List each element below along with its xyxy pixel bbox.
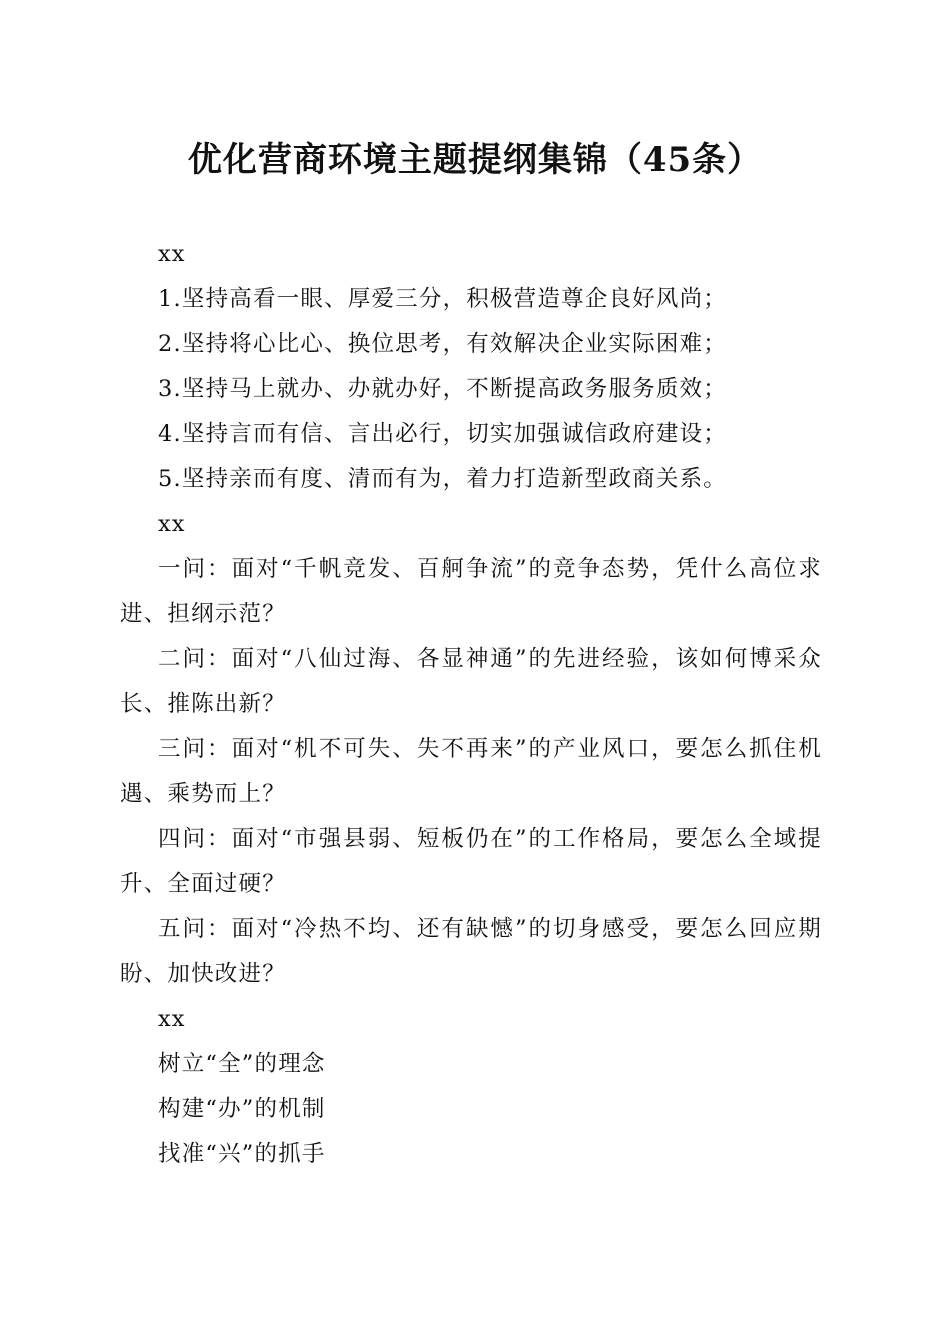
document-title: 优化营商环境主题提纲集锦（45条） (187, 140, 763, 180)
list-item: 1.坚持高看一眼、厚爱三分，积极营造尊企良好风尚； (158, 286, 727, 312)
question-paragraph: 三问：面对“机不可失、失不再来”的产业风口，要怎么抓住机遇、乘势而上？ (120, 736, 822, 807)
section-heading: xx (158, 511, 186, 537)
section-heading: xx (158, 1006, 186, 1032)
question-paragraph: 二问：面对“八仙过海、各显神通”的先进经验，该如何博采众长、推陈出新？ (120, 646, 822, 717)
list-item: 2.坚持将心比心、换位思考，有效解决企业实际困难； (158, 331, 727, 357)
document-body (120, 232, 822, 1177)
list-item: 找准“兴”的抓手 (158, 1141, 326, 1167)
question-paragraph: 一问：面对“千帆竞发、百舸争流”的竞争态势，凭什么高位求进、担纲示范？ (120, 556, 822, 627)
question-paragraph: 五问：面对“冷热不均、还有缺憾”的切身感受，要怎么回应期盼、加快改进？ (120, 916, 822, 987)
list-item: 构建“办”的机制 (158, 1096, 326, 1122)
list-item: 5.坚持亲而有度、清而有为，着力打造新型政商关系。 (158, 466, 727, 492)
section-heading: xx (158, 241, 186, 267)
list-item: 4.坚持言而有信、言出必行，切实加强诚信政府建设； (158, 421, 727, 447)
list-item: 树立“全”的理念 (158, 1051, 326, 1077)
question-paragraph: 四问：面对“市强县弱、短板仍在”的工作格局，要怎么全域提升、全面过硬？ (120, 826, 822, 897)
list-item: 3.坚持马上就办、办就办好，不断提高政务服务质效； (158, 376, 727, 402)
